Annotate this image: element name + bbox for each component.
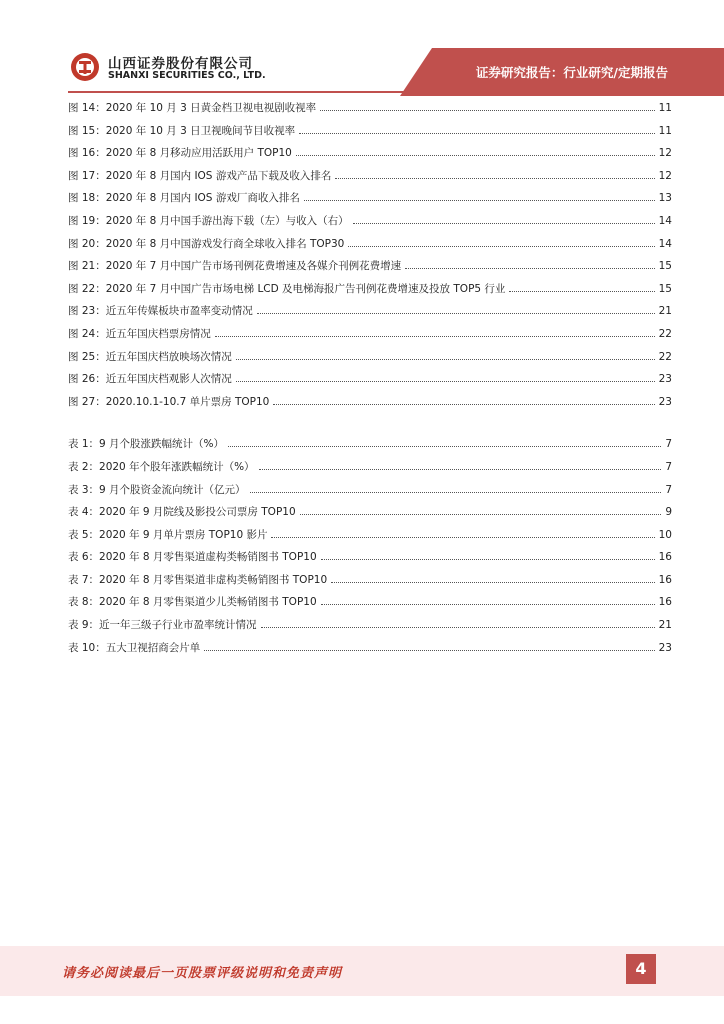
header-red-band bbox=[0, 0, 724, 96]
dot-leader bbox=[296, 155, 655, 156]
toc-entry-label: 表 2：2020 年个股年涨跌幅统计（%） bbox=[68, 460, 255, 473]
toc-entry[interactable] bbox=[68, 436, 672, 459]
dot-leader bbox=[236, 381, 655, 382]
toc-entry[interactable] bbox=[68, 100, 672, 123]
toc-entry-page: 23 bbox=[658, 395, 672, 408]
toc-entry-page: 23 bbox=[658, 373, 672, 386]
toc-entry-page: 10 bbox=[658, 528, 672, 541]
toc-entry[interactable] bbox=[68, 394, 672, 417]
company-name-en: SHANXI SECURITIES CO., LTD. bbox=[108, 70, 266, 81]
toc-entry-label: 图 16：2020 年 8 月移动应用活跃用户 TOP10 bbox=[68, 147, 292, 160]
dot-leader bbox=[331, 582, 654, 583]
toc-entry-label: 图 26：近五年国庆档观影人次情况 bbox=[68, 373, 232, 386]
toc-entry-label: 表 8：2020 年 8 月零售渠道少儿类畅销图书 TOP10 bbox=[68, 596, 317, 609]
table-of-contents bbox=[68, 100, 672, 662]
dot-leader bbox=[300, 514, 662, 515]
toc-entry[interactable] bbox=[68, 236, 672, 259]
toc-entry-label: 图 27：2020.10.1-10.7 单片票房 TOP10 bbox=[68, 395, 270, 408]
toc-entry-page: 7 bbox=[665, 438, 672, 451]
toc-entry-page: 21 bbox=[658, 619, 672, 632]
toc-entry-page: 7 bbox=[665, 460, 672, 473]
page-number: 4 bbox=[626, 954, 656, 984]
header-divider bbox=[68, 91, 724, 93]
footer-disclaimer: 请务必阅读最后一页股票评级说明和免责声明 bbox=[62, 966, 343, 981]
company-logo-icon bbox=[70, 52, 100, 82]
toc-entry-label: 图 14：2020 年 10 月 3 日黄金档卫视电视剧收视率 bbox=[68, 102, 317, 114]
toc-entry-page: 16 bbox=[658, 573, 672, 586]
toc-entry[interactable] bbox=[68, 527, 672, 550]
dot-leader bbox=[320, 110, 654, 111]
toc-entry[interactable] bbox=[68, 617, 672, 640]
toc-entry-page: 21 bbox=[658, 305, 672, 318]
toc-entry-page: 14 bbox=[658, 237, 672, 250]
toc-entry-page: 22 bbox=[658, 350, 672, 363]
dot-leader bbox=[228, 446, 661, 447]
page-footer bbox=[0, 946, 724, 996]
toc-entry-label: 图 22：2020 年 7 月中国广告市场电梯 LCD 及电梯海报广告刊例花费增速及投放 TOP5 行业 bbox=[68, 282, 506, 295]
toc-entry[interactable] bbox=[68, 168, 672, 191]
dot-leader bbox=[257, 313, 655, 314]
toc-entry-page: 7 bbox=[665, 483, 672, 496]
dot-leader bbox=[250, 492, 662, 493]
dot-leader bbox=[509, 291, 654, 292]
toc-entry-label: 表 10：五大卫视招商会片单 bbox=[68, 641, 201, 654]
toc-entry[interactable] bbox=[68, 371, 672, 394]
toc-entry-label: 表 6：2020 年 8 月零售渠道虚构类畅销图书 TOP10 bbox=[68, 551, 317, 564]
dot-leader bbox=[335, 178, 654, 179]
toc-entry-page: 16 bbox=[658, 596, 672, 609]
figure-list bbox=[68, 100, 672, 416]
toc-entry[interactable] bbox=[68, 640, 672, 663]
company-name-cn: 山西证券股份有限公司 bbox=[108, 56, 253, 72]
toc-entry[interactable] bbox=[68, 281, 672, 304]
toc-entry-page: 16 bbox=[658, 551, 672, 564]
toc-entry[interactable] bbox=[68, 213, 672, 236]
toc-entry[interactable] bbox=[68, 258, 672, 281]
toc-entry-label: 表 3：9 月个股资金流向统计（亿元） bbox=[68, 483, 246, 496]
dot-leader bbox=[348, 246, 654, 247]
dot-leader bbox=[353, 223, 655, 224]
toc-entry[interactable] bbox=[68, 549, 672, 572]
toc-entry-label: 图 23：近五年传媒板块市盈率变动情况 bbox=[68, 305, 253, 318]
dot-leader bbox=[299, 133, 654, 134]
toc-entry-page: 11 bbox=[658, 124, 672, 137]
dot-leader bbox=[236, 359, 655, 360]
toc-entry-page: 11 bbox=[658, 102, 672, 114]
toc-entry-label: 图 18：2020 年 8 月国内 IOS 游戏厂商收入排名 bbox=[68, 192, 300, 205]
toc-entry[interactable] bbox=[68, 572, 672, 595]
toc-entry-label: 表 9：近一年三级子行业市盈率统计情况 bbox=[68, 619, 257, 632]
toc-entry-label: 图 21：2020 年 7 月中国广告市场刊例花费增速及各媒介刊例花费增速 bbox=[68, 260, 402, 273]
dot-leader bbox=[215, 336, 655, 337]
toc-entry-page: 23 bbox=[658, 641, 672, 654]
toc-entry-page: 12 bbox=[658, 147, 672, 160]
toc-entry-label: 图 24：近五年国庆档票房情况 bbox=[68, 327, 211, 340]
dot-leader bbox=[271, 537, 654, 538]
dot-leader bbox=[321, 604, 655, 605]
dot-leader bbox=[261, 627, 655, 628]
dot-leader bbox=[321, 559, 655, 560]
toc-entry[interactable] bbox=[68, 349, 672, 372]
dot-leader bbox=[304, 200, 655, 201]
toc-entry-label: 图 25：近五年国庆档放映场次情况 bbox=[68, 350, 232, 363]
toc-entry-label: 图 17：2020 年 8 月国内 IOS 游戏产品下载及收入排名 bbox=[68, 169, 332, 182]
page-header bbox=[0, 0, 724, 96]
toc-entry-page: 15 bbox=[658, 260, 672, 273]
toc-entry-label: 表 4：2020 年 9 月院线及影投公司票房 TOP10 bbox=[68, 506, 296, 519]
toc-entry[interactable] bbox=[68, 594, 672, 617]
toc-entry-label: 表 5：2020 年 9 月单片票房 TOP10 影片 bbox=[68, 528, 268, 541]
toc-entry-page: 14 bbox=[658, 214, 672, 227]
toc-entry[interactable] bbox=[68, 190, 672, 213]
toc-entry-label: 表 1：9 月个股涨跌幅统计（%） bbox=[68, 438, 225, 451]
toc-entry[interactable] bbox=[68, 482, 672, 505]
toc-entry-label: 图 20：2020 年 8 月中国游戏发行商全球收入排名 TOP30 bbox=[68, 237, 345, 250]
dot-leader bbox=[259, 469, 662, 470]
toc-entry-label: 表 7：2020 年 8 月零售渠道非虚构类畅销图书 TOP10 bbox=[68, 573, 328, 586]
toc-entry-page: 15 bbox=[658, 282, 672, 295]
toc-entry[interactable] bbox=[68, 303, 672, 326]
table-list bbox=[68, 436, 672, 662]
dot-leader bbox=[405, 268, 655, 269]
toc-entry-page: 12 bbox=[658, 169, 672, 182]
toc-entry-page: 22 bbox=[658, 327, 672, 340]
toc-entry-label: 图 15：2020 年 10 月 3 日卫视晚间节目收视率 bbox=[68, 124, 296, 137]
toc-entry[interactable] bbox=[68, 326, 672, 349]
report-type-title: 证券研究报告：行业研究/定期报告 bbox=[475, 65, 668, 80]
group-spacer bbox=[68, 416, 672, 436]
toc-entry[interactable] bbox=[68, 504, 672, 527]
toc-entry-page: 13 bbox=[658, 192, 672, 205]
toc-entry[interactable] bbox=[68, 123, 672, 146]
dot-leader bbox=[273, 404, 654, 405]
toc-entry[interactable] bbox=[68, 459, 672, 482]
toc-entry-label: 图 19：2020 年 8 月中国手游出海下载（左）与收入（右） bbox=[68, 214, 349, 227]
toc-entry[interactable] bbox=[68, 145, 672, 168]
dot-leader bbox=[204, 650, 654, 651]
toc-entry-page: 9 bbox=[665, 506, 672, 519]
